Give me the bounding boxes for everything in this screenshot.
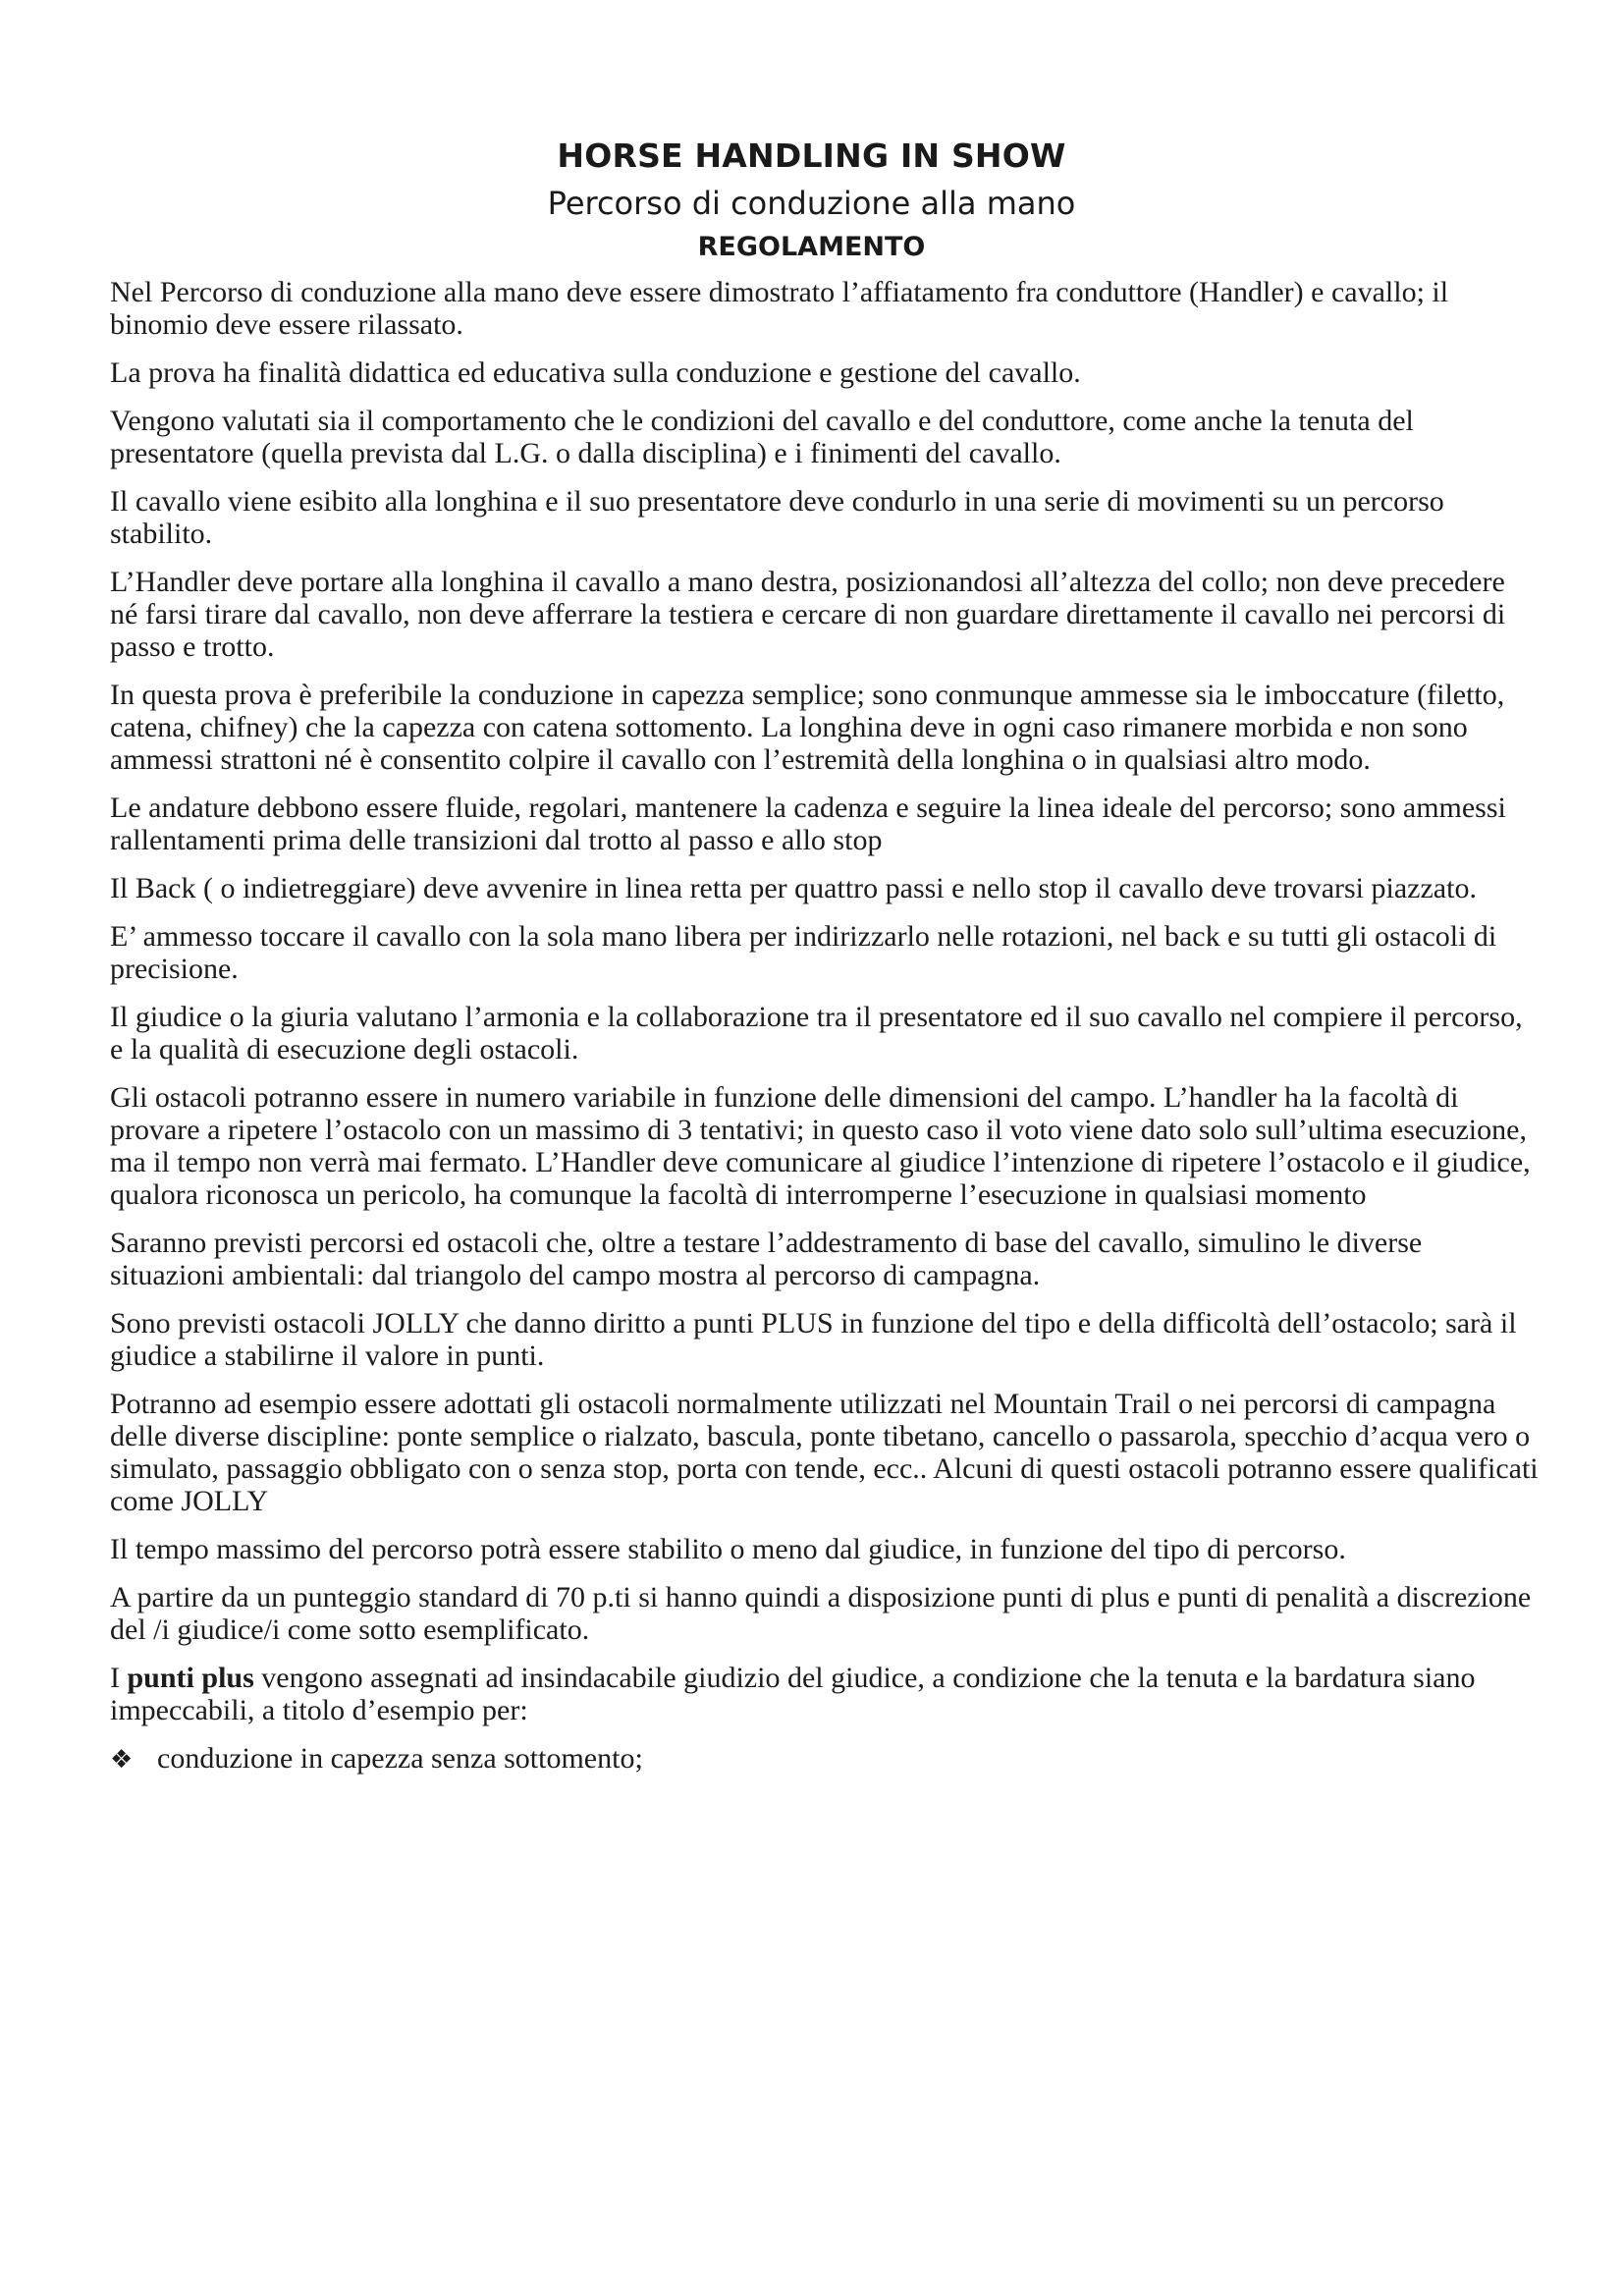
paragraph: In questa prova è preferibile la conduzione in capezza semplice; sono conmunque ammesse sia le imboccature (filetto, catena, chifney) che la capezza con catena sottomento. La longhina deve in ogni caso rimanere morbida e non sono ammessi strattoni né è consentito colpire il cavallo con l’estremità della longhina o in qualsiasi altro modo. bbox=[110, 679, 1505, 776]
paragraph: Le andature debbono essere fluide, regolari, mantenere la cadenza e seguire la linea ideale del percorso; sono ammessi rallentamenti prima delle transizioni dal trotto al passo e allo stop bbox=[110, 792, 1506, 856]
paragraph: La prova ha finalità didattica ed educativa sulla conduzione e gestione del cavallo. bbox=[110, 356, 1081, 389]
paragraph: Sono previsti ostacoli JOLLY che danno diritto a punti PLUS in funzione del tipo e della difficoltà dell’ostacolo; sarà il giudice a stabilirne il valore in punti. bbox=[110, 1307, 1517, 1372]
paragraph: A partire da un punteggio standard di 70 p.ti si hanno quindi a disposizione punti di plus e punti di penalità a discrezione del /i giudice/i come sotto esemplificato. bbox=[110, 1581, 1532, 1646]
paragraph: Vengono valutati sia il comportamento che le condizioni del cavallo e del conduttore, come anche la tenuta del presentatore (quella prevista dal L.G. o dalla disciplina) e i finimenti del cavallo. bbox=[110, 405, 1414, 469]
diamond-bullet-icon: ❖ bbox=[110, 1745, 134, 1775]
paragraph: Potranno ad esempio essere adottati gli ostacoli normalmente utilizzati nel Mountain Trail o nei percorsi di campagna delle diverse discipline: ponte semplice o rialzato, bascula, ponte tibetano, cancello o passarola, specchio d’acqua vero o simulato, passaggio obbligato con o senza stop, porta con tende, ecc.. Alcuni di questi ostacoli potranno essere qualificati come JOLLY bbox=[110, 1388, 1539, 1517]
document-header bbox=[0, 134, 1623, 267]
document-title: HORSE HANDLING IN SHOW bbox=[557, 137, 1066, 175]
paragraph: L’Handler deve portare alla longhina il cavallo a mano destra, posizionandosi all’altezza del collo; non deve precedere né farsi tirare dal cavallo, non deve afferrare la testiera e cercare di non guardare direttamente il cavallo nei percorsi di passo e trotto. bbox=[110, 566, 1506, 663]
paragraph: Gli ostacoli potranno essere in numero variabile in funzione delle dimensioni del campo. L’handler ha la facoltà di provare a ripetere l’ostacolo con un massimo di 3 tentativi; in questo caso il voto viene dato solo sull’ultima esecuzione, ma il tempo non verrà mai fermato. L’Handler deve comunicare al giudice l’intenzione di ripetere l’ostacolo e il giudice, qualora riconosca un pericolo, ha comunque la facoltà di interromperne l’esecuzione in qualsiasi momento bbox=[110, 1081, 1531, 1211]
paragraph-prefix: I bbox=[110, 1662, 120, 1694]
paragraph: Il Back ( o indietreggiare) deve avvenire in linea retta per quattro passi e nello stop il cavallo deve trovarsi piazzato. bbox=[110, 872, 1477, 904]
paragraph-rest: vengono assegnati ad insindacabile giudizio del giudice, a condizione che la tenuta e la bardatura siano impeccabili, a titolo d’esempio per: bbox=[110, 1662, 1476, 1726]
document-body bbox=[110, 276, 1539, 1777]
paragraph: E’ ammesso toccare il cavallo con la sola mano libera per indirizzarlo nelle rotazioni, nel back e su tutti gli ostacoli di precisione. bbox=[110, 920, 1497, 985]
bold-term: punti plus bbox=[127, 1662, 254, 1694]
document-subtitle: Percorso di conduzione alla mano bbox=[547, 185, 1076, 222]
paragraph: Nel Percorso di conduzione alla mano deve essere dimostrato l’affiatamento fra conduttore (Handler) e cavallo; il binomio deve essere rilassato. bbox=[110, 276, 1449, 341]
paragraph: Il cavallo viene esibito alla longhina e il suo presentatore deve condurlo in una serie di movimenti su un percorso stabilito. bbox=[110, 485, 1444, 550]
paragraph: Il giudice o la giuria valutano l’armonia e la collaborazione tra il presentatore ed il suo cavallo nel compiere il percorso, e la qualità di esecuzione degli ostacoli. bbox=[110, 1001, 1523, 1066]
paragraph: Il tempo massimo del percorso potrà essere stabilito o meno dal giudice, in funzione del tipo di percorso. bbox=[110, 1533, 1346, 1565]
bullet-item bbox=[110, 1742, 1539, 1777]
paragraph: Saranno previsti percorsi ed ostacoli che, oltre a testare l’addestramento di base del cavallo, simulino le diverse situazioni ambientali: dal triangolo del campo mostra al percorso di campagna. bbox=[110, 1227, 1423, 1291]
paragraph-punti-plus bbox=[110, 1662, 1539, 1726]
section-heading: REGOLAMENTO bbox=[697, 232, 926, 262]
bullet-text: conduzione in capezza senza sottomento; bbox=[157, 1742, 643, 1775]
